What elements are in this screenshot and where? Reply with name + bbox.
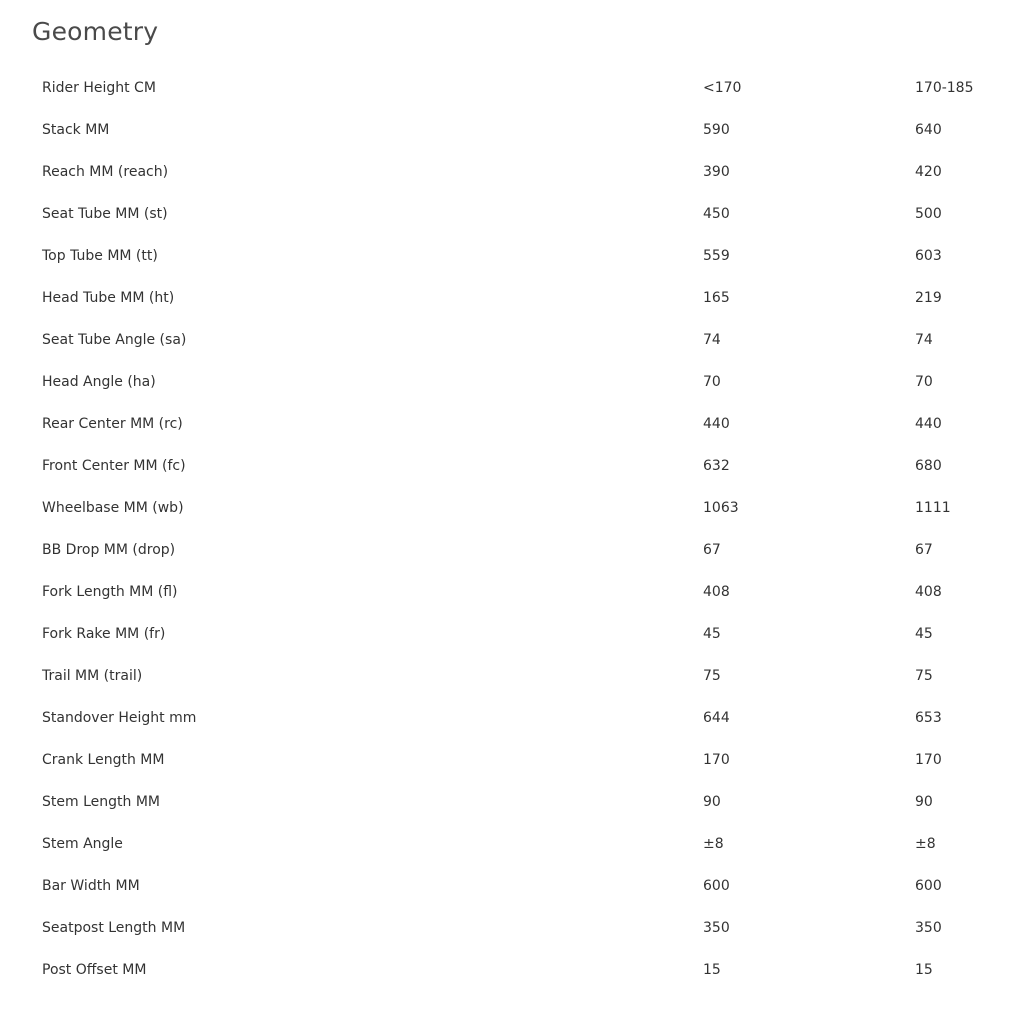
table-row — [32, 697, 993, 739]
row-size-1-cell: 67 — [703, 542, 721, 558]
row-label-cell: Rear Center MM (rc) — [42, 416, 183, 432]
row-size-2-cell: 603 — [915, 248, 942, 264]
row-size-1-cell: 390 — [703, 164, 730, 180]
row-size-2-cell: 440 — [915, 416, 942, 432]
row-size-1-cell: 450 — [703, 206, 730, 222]
row-size-1-cell: 165 — [703, 290, 730, 306]
row-label-cell: Standover Height mm — [42, 710, 197, 726]
header-size-1-cell: <170 — [703, 80, 742, 96]
geometry-table-body — [32, 67, 993, 991]
row-label-cell: Trail MM (trail) — [42, 668, 143, 684]
table-row — [32, 487, 993, 529]
table-row — [32, 781, 993, 823]
row-size-1-cell: 45 — [703, 626, 721, 642]
row-size-1-cell: 90 — [703, 794, 721, 810]
table-row — [32, 319, 993, 361]
row-size-2-cell: 600 — [915, 878, 942, 894]
table-header-row — [32, 67, 993, 109]
row-label-cell: Stem Length MM — [42, 794, 160, 810]
row-size-2-cell: 90 — [915, 794, 933, 810]
row-size-2-cell: 653 — [915, 710, 942, 726]
row-size-2-cell: 680 — [915, 458, 942, 474]
header-label-cell: Rider Height CM — [42, 80, 156, 96]
row-size-1-cell: ±8 — [703, 836, 724, 852]
row-size-1-cell: 75 — [703, 668, 721, 684]
row-size-2-cell: ±8 — [915, 836, 936, 852]
row-label-cell: Fork Length MM (fl) — [42, 584, 178, 600]
row-label-cell: Seatpost Length MM — [42, 920, 186, 936]
row-size-1-cell: 559 — [703, 248, 730, 264]
table-row — [32, 823, 993, 865]
table-row — [32, 151, 993, 193]
table-row — [32, 529, 993, 571]
table-row — [32, 445, 993, 487]
table-row — [32, 403, 993, 445]
table-row — [32, 235, 993, 277]
row-size-2-cell: 15 — [915, 962, 933, 978]
row-size-1-cell: 170 — [703, 752, 730, 768]
row-size-1-cell: 590 — [703, 122, 730, 138]
row-label-cell: BB Drop MM (drop) — [42, 542, 176, 558]
row-size-1-cell: 1063 — [703, 500, 739, 516]
row-label-cell: Seat Tube MM (st) — [42, 206, 168, 222]
row-label-cell: Head Angle (ha) — [42, 374, 156, 390]
row-label-cell: Post Offset MM — [42, 962, 147, 978]
table-row — [32, 865, 993, 907]
geometry-table — [32, 67, 993, 991]
row-size-2-cell: 70 — [915, 374, 933, 390]
table-row — [32, 613, 993, 655]
row-size-2-cell: 67 — [915, 542, 933, 558]
row-size-2-cell: 640 — [915, 122, 942, 138]
table-row — [32, 277, 993, 319]
table-row — [32, 907, 993, 949]
row-size-1-cell: 600 — [703, 878, 730, 894]
row-size-1-cell: 632 — [703, 458, 730, 474]
row-label-cell: Top Tube MM (tt) — [42, 248, 158, 264]
row-label-cell: Fork Rake MM (fr) — [42, 626, 166, 642]
table-row — [32, 949, 993, 991]
row-size-1-cell: 15 — [703, 962, 721, 978]
table-row — [32, 109, 993, 151]
row-size-1-cell: 440 — [703, 416, 730, 432]
row-size-2-cell: 500 — [915, 206, 942, 222]
row-size-2-cell: 74 — [915, 332, 933, 348]
row-label-cell: Wheelbase MM (wb) — [42, 500, 184, 516]
row-size-2-cell: 45 — [915, 626, 933, 642]
row-size-2-cell: 170 — [915, 752, 942, 768]
row-label-cell: Seat Tube Angle (sa) — [42, 332, 187, 348]
row-label-cell: Reach MM (reach) — [42, 164, 169, 180]
header-size-2-cell: 170-185 — [915, 80, 974, 96]
row-size-1-cell: 350 — [703, 920, 730, 936]
row-label-cell: Stack MM — [42, 122, 110, 138]
row-label-cell: Front Center MM (fc) — [42, 458, 186, 474]
page-title: Geometry — [32, 17, 159, 46]
row-size-2-cell: 350 — [915, 920, 942, 936]
row-size-2-cell: 408 — [915, 584, 942, 600]
table-row — [32, 655, 993, 697]
row-size-1-cell: 74 — [703, 332, 721, 348]
table-row — [32, 193, 993, 235]
table-row — [32, 739, 993, 781]
row-label-cell: Stem Angle — [42, 836, 123, 852]
row-size-2-cell: 1111 — [915, 500, 951, 516]
row-size-2-cell: 219 — [915, 290, 942, 306]
table-row — [32, 361, 993, 403]
row-size-1-cell: 70 — [703, 374, 721, 390]
row-label-cell: Bar Width MM — [42, 878, 140, 894]
table-row — [32, 571, 993, 613]
row-size-2-cell: 75 — [915, 668, 933, 684]
row-size-1-cell: 644 — [703, 710, 730, 726]
row-size-2-cell: 420 — [915, 164, 942, 180]
row-size-1-cell: 408 — [703, 584, 730, 600]
row-label-cell: Head Tube MM (ht) — [42, 290, 175, 306]
row-label-cell: Crank Length MM — [42, 752, 165, 768]
